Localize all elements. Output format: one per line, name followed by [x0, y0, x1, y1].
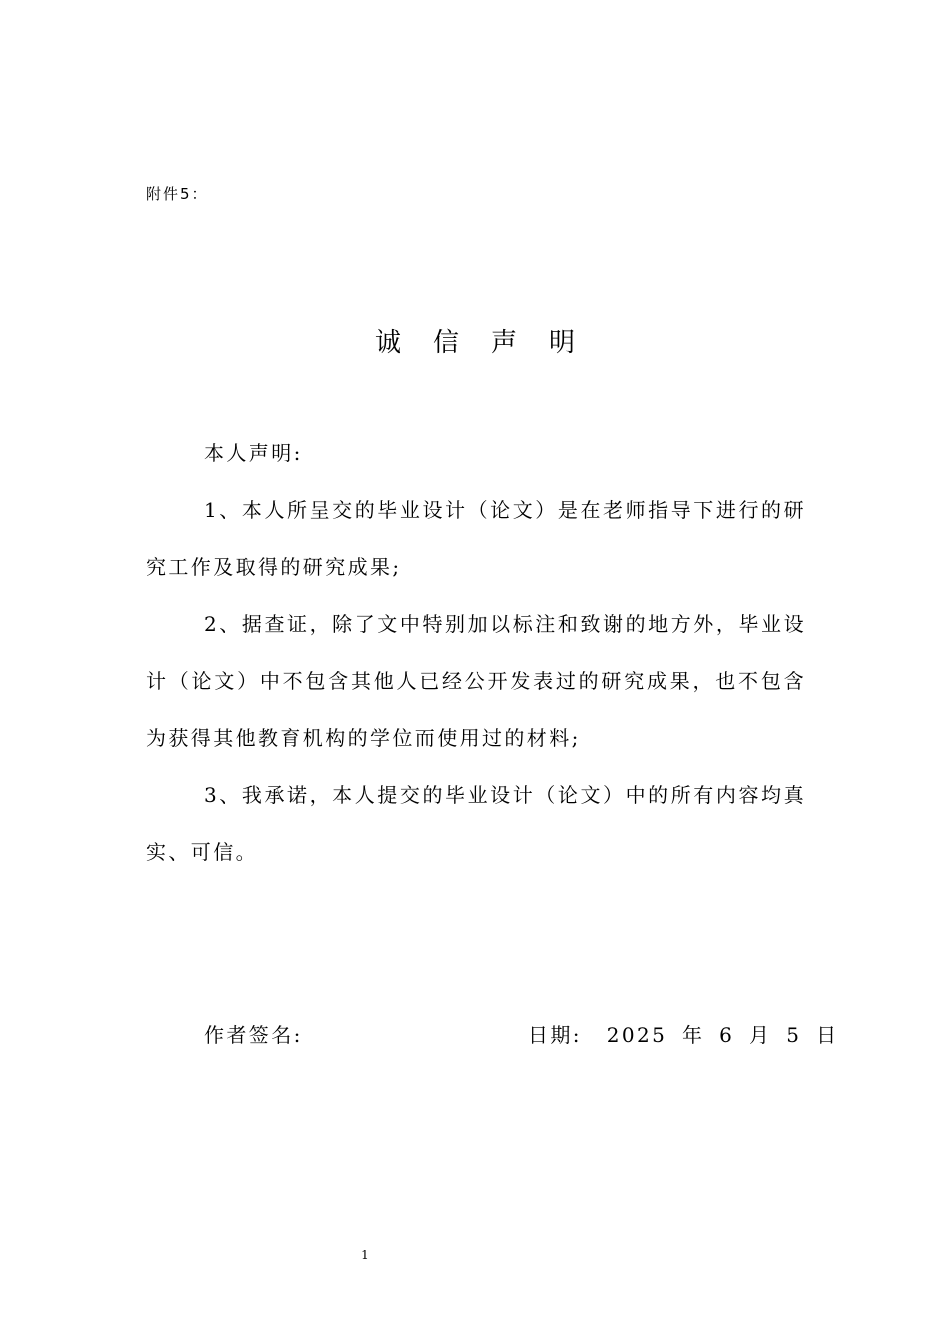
date-month: 6 — [719, 1023, 735, 1047]
date-day-unit: 日 — [816, 1023, 839, 1047]
declaration-body — [146, 425, 806, 881]
date-day: 5 — [786, 1023, 802, 1047]
date-year: 2025 — [606, 1023, 668, 1047]
declaration-clause-3: 3、我承诺，本人提交的毕业设计（论文）中的所有内容均真实、可信。 — [146, 783, 806, 864]
date-label: 日期: — [528, 1023, 582, 1047]
declaration-clause-2: 2、据查证，除了文中特别加以标注和致谢的地方外，毕业设计（论文）中不包含其他人已经公开发表过的研究成果，也不包含为获得其他教育机构的学位而使用过的材料; — [146, 612, 806, 750]
declaration-intro: 本人声明: — [204, 441, 303, 465]
signature-row — [204, 1019, 839, 1051]
date-block — [528, 1019, 839, 1048]
date-month-unit: 月 — [749, 1023, 772, 1047]
author-signature-label: 作者签名: — [204, 1023, 303, 1047]
declaration-clause-1: 1、本人所呈交的毕业设计（论文）是在老师指导下进行的研究工作及取得的研究成果; — [146, 498, 806, 579]
date-year-unit: 年 — [681, 1023, 705, 1047]
page-title: 诚信声明 — [374, 328, 607, 358]
page-number: 1 — [361, 1248, 369, 1262]
attachment-label: 附件5： — [146, 185, 209, 203]
